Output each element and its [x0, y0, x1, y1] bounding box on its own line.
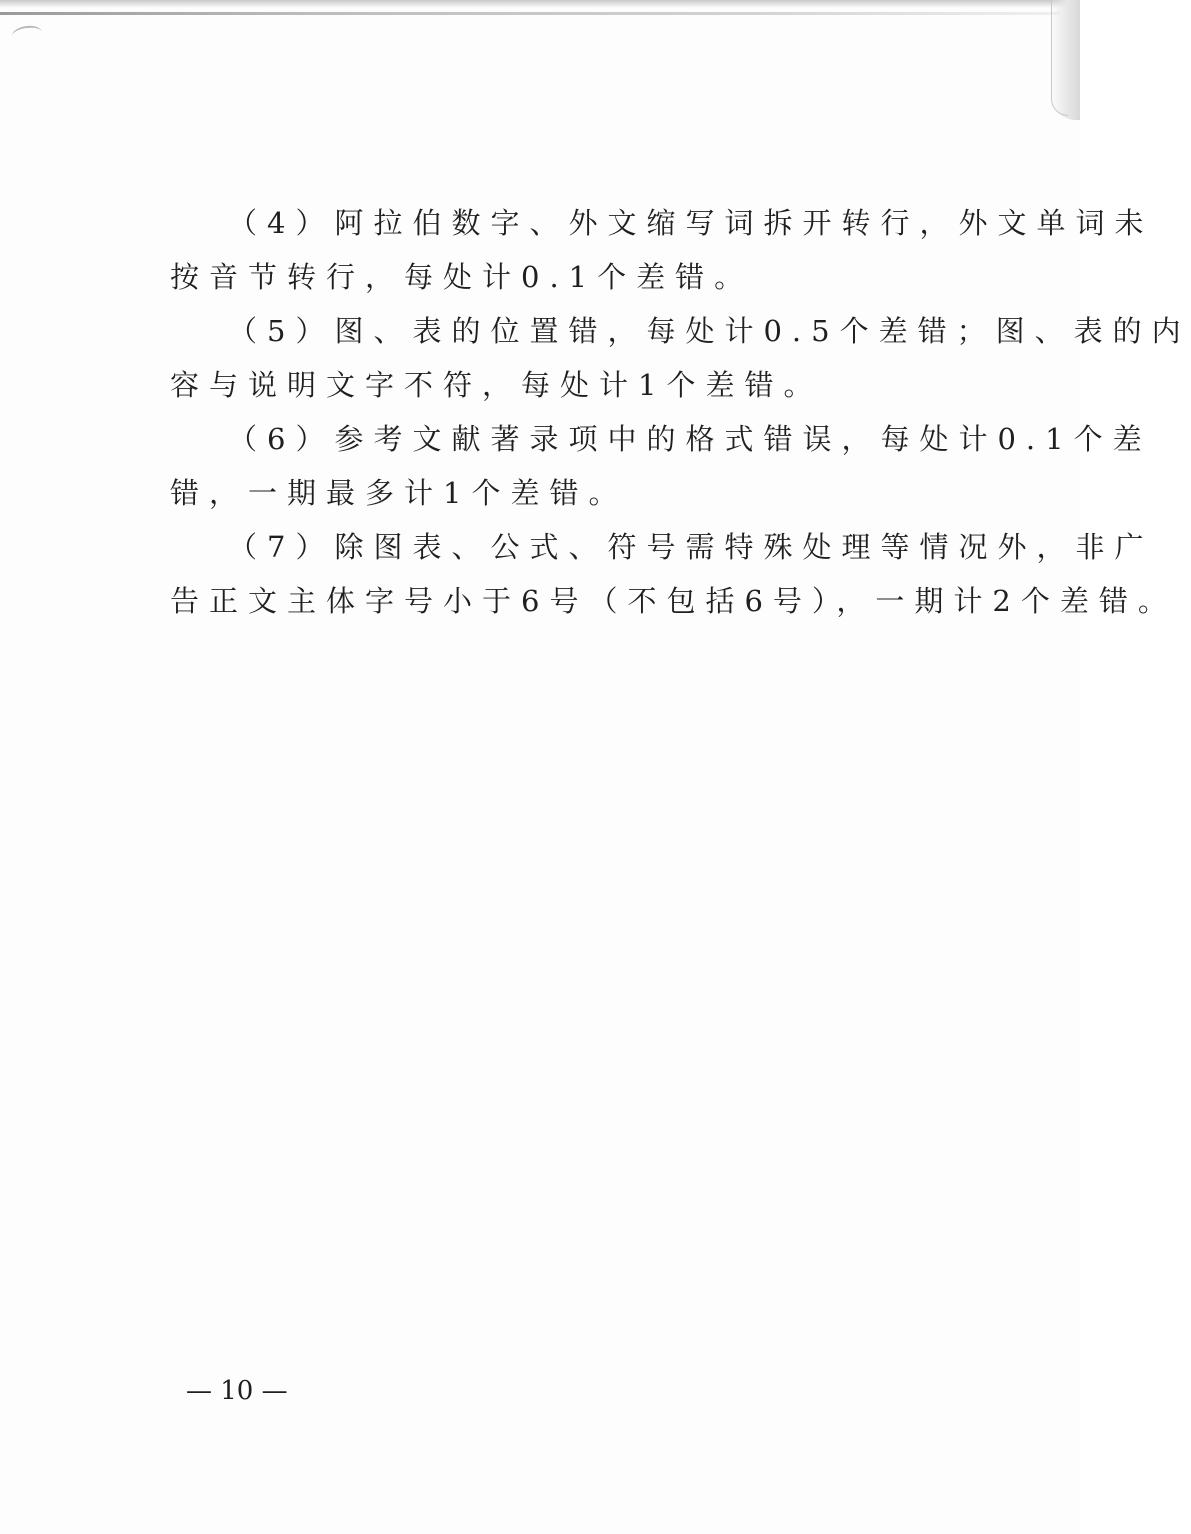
page-number: — 10 —: [186, 1376, 288, 1406]
paragraph-line: （7）除图表、公式、符号需特殊处理等情况外，非广: [228, 530, 1154, 564]
paragraph-item-7: [170, 520, 1177, 628]
paragraph-line: （5）图、表的位置错，每处计0.5个差错；图、表的内: [228, 314, 1191, 348]
paragraph-line: （4）阿拉伯数字、外文缩写词拆开转行，外文单词未: [228, 206, 1154, 240]
scan-top-edge: [0, 0, 1080, 8]
paragraph-line: 按音节转行，每处计0.1个差错。: [170, 260, 754, 294]
paragraph-item-6: [170, 412, 1152, 520]
scan-top-line: [0, 12, 1060, 15]
scan-right-fold: [1051, 0, 1068, 116]
paragraph-line: （6）参考文献著录项中的格式错误，每处计0.1个差: [228, 422, 1152, 456]
paragraph-item-4: [170, 196, 1154, 304]
paragraph-item-5: [170, 304, 1191, 412]
paragraph-line: 告正文主体字号小于6号（不包括6号），一期计2个差错。: [170, 584, 1177, 618]
paragraph-line: 错，一期最多计1个差错。: [170, 476, 628, 510]
paragraph-line: 容与说明文字不符，每处计1个差错。: [170, 368, 823, 402]
scan-corner-mark: [11, 24, 43, 44]
